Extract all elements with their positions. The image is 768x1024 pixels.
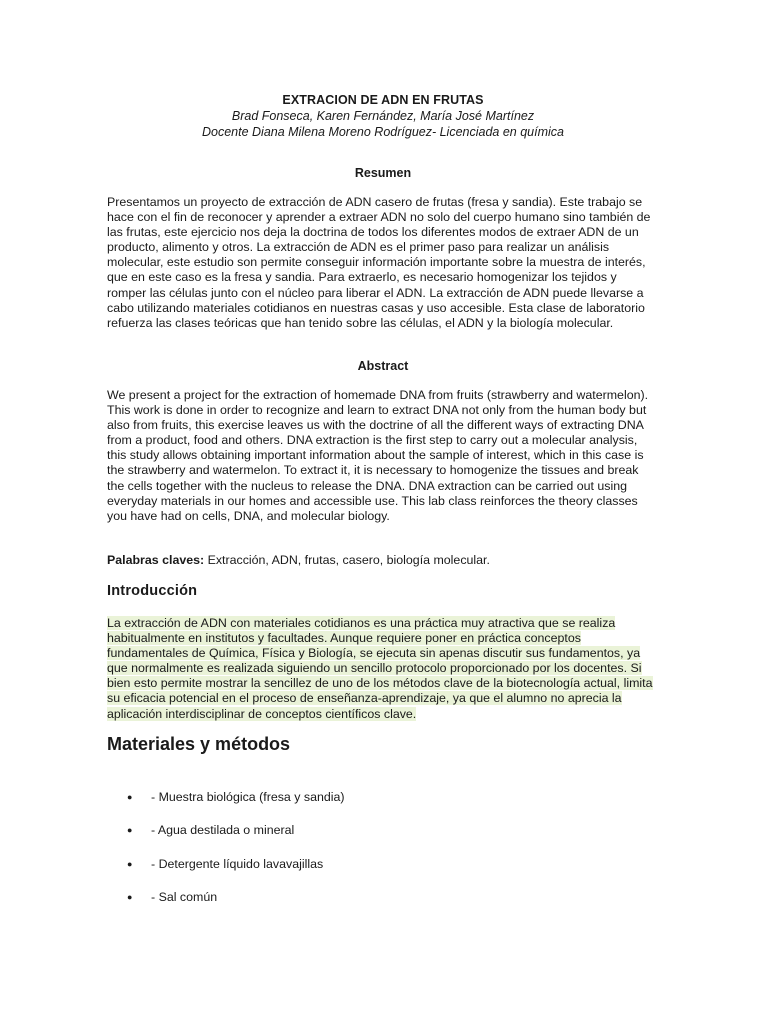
title-block xyxy=(107,92,659,140)
abstract-line: also from fruits, this exercise leaves us with the doctrine of all the different ways of extracting DNA xyxy=(107,418,644,433)
teacher-line: Docente Diana Milena Moreno Rodríguez- Licenciada en química xyxy=(201,125,564,139)
abstract-line: We present a project for the extraction of homemade DNA from fruits (strawberry and watermelon). xyxy=(107,388,649,402)
keywords-line xyxy=(107,553,490,567)
bullet-icon: ● xyxy=(127,891,133,902)
bullet-icon: ● xyxy=(127,825,133,836)
material-text: - Agua destilada o mineral xyxy=(151,823,295,838)
abstract-line: the strawberry and watermelon. To extract it, it is necessary to homogenize the tissues and break xyxy=(107,463,639,478)
materials-list xyxy=(127,788,345,921)
abstract-line: the cells together with the nucleus to release the DNA. DNA extraction can be carried out using xyxy=(107,478,628,493)
keywords-label: Palabras claves: xyxy=(107,553,205,567)
resumen-line: hace con el fin de reconocer y aprender a extraer ADN no solo del cuerpo humano sino también de xyxy=(107,210,651,225)
intro-line: La extracción de ADN con materiales cotidianos es una práctica muy atractiva que se realiza xyxy=(107,616,616,630)
abstract-line: this study allows obtaining important information about the sample of interest, which in this case is xyxy=(107,448,644,463)
material-text: - Muestra biológica (fresa y sandia) xyxy=(151,790,345,804)
document-title: EXTRACION DE ADN EN FRUTAS xyxy=(282,93,484,107)
resumen-heading: Resumen xyxy=(354,166,412,180)
list-item xyxy=(127,788,345,821)
intro-line: aplicación interdisciplinar de conceptos científicos clave. xyxy=(107,706,417,721)
abstract-line: everyday materials in our homes and accessible use. This lab class reinforces the theory classes xyxy=(107,493,638,508)
abstract-paragraph xyxy=(107,388,662,524)
introduccion-paragraph xyxy=(107,616,662,722)
abstract-line: you have had on cells, DNA, and molecular biology. xyxy=(107,508,390,523)
resumen-line: refuerza las clases teóricas que han tenido sobre las células, el ADN y la biología molecular. xyxy=(107,315,614,330)
material-text: - Detergente líquido lavavajillas xyxy=(151,856,324,871)
resumen-line: molecular, este estudio son permite conseguir información importante sobre la muestra de interés, xyxy=(107,255,646,270)
intro-line: habitualmente en institutos y facultades. Aunque requiere poner en práctica conceptos xyxy=(107,631,581,646)
intro-line: que normalmente es realizada siguiendo un sencillo protocolo proporcionado por los docentes. Si xyxy=(107,661,642,676)
resumen-line: cabo utilizando materiales cotidianos en nuestras casas y uso accesible. Esta clase de laboratorio xyxy=(107,300,645,315)
intro-line: bien esto permite mostrar la sencillez de uno de los métodos clave de la biotecnología actual, limita xyxy=(107,676,653,691)
authors-line: Brad Fonseca, Karen Fernández, María José Martínez xyxy=(231,109,535,123)
material-text: - Sal común xyxy=(151,889,218,904)
keywords-text: Extracción, ADN, frutas, casero, biología molecular. xyxy=(204,553,490,567)
introduccion-heading: Introducción xyxy=(107,583,198,599)
intro-line: fundamentales de Química, Física y Biología, se ejecuta sin apenas discutir sus fundamentos, ya xyxy=(107,646,641,661)
resumen-paragraph xyxy=(107,195,662,331)
list-item xyxy=(127,855,345,888)
resumen-line: romper las células junto con el núcleo para liberar el ADN. La extracción de ADN puede llevarse a xyxy=(107,285,644,300)
intro-line: su eficacia potencial en el proceso de enseñanza-aprendizaje, ya que el alumno no aprecia la xyxy=(107,691,622,706)
list-item xyxy=(127,888,345,921)
resumen-line: que en este caso es la fresa y sandia. Para extraerlo, es necesario homogenizar los tejidos y xyxy=(107,270,617,285)
abstract-line: from a product, food and others. DNA extraction is the first step to carry out a molecular analysis, xyxy=(107,433,638,448)
materiales-heading: Materiales y métodos xyxy=(107,734,291,754)
document-page xyxy=(107,0,659,1024)
resumen-line: producto, alimento y otros. La extracción de ADN es el primer paso para realizar un análisis xyxy=(107,240,610,255)
bullet-icon: ● xyxy=(127,792,133,802)
resumen-line: las frutas, este ejercicio nos deja la doctrina de todos los diferentes modos de extraer ADN de un xyxy=(107,225,639,240)
resumen-line: Presentamos un proyecto de extracción de ADN casero de frutas (fresa y sandia). Este trabajo se xyxy=(107,195,643,209)
abstract-heading: Abstract xyxy=(357,359,409,373)
bullet-icon: ● xyxy=(127,858,133,869)
list-item xyxy=(127,821,345,854)
abstract-line: This work is done in order to recognize and learn to extract DNA not only from the human body but xyxy=(107,403,647,418)
